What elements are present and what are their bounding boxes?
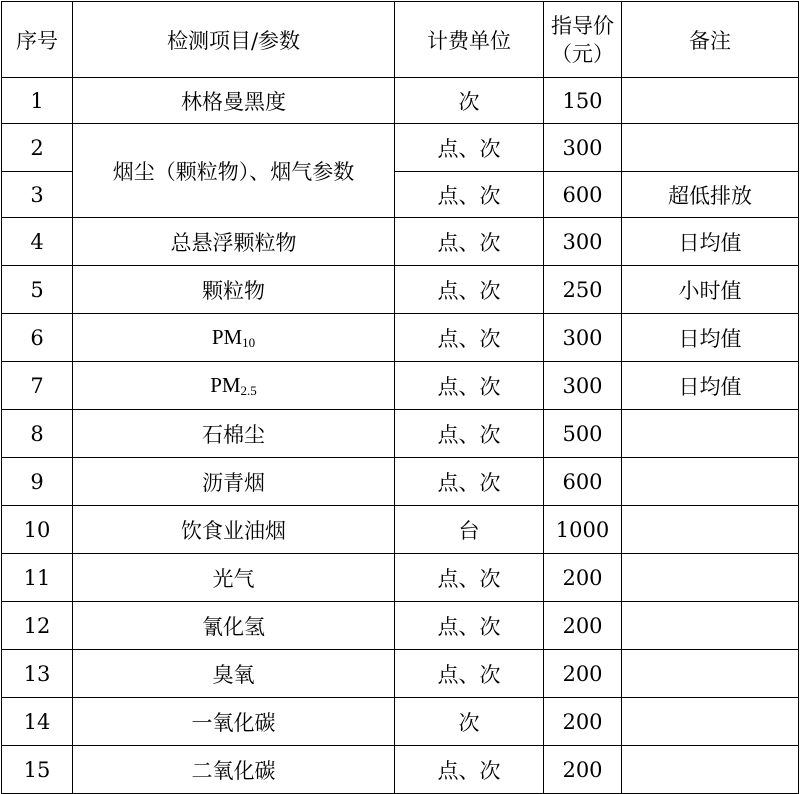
price-table xyxy=(1,1,799,794)
cell-price: 200 xyxy=(544,554,622,602)
header-row xyxy=(2,2,799,78)
cell-price: 600 xyxy=(544,172,622,218)
cell-no: 11 xyxy=(2,554,73,602)
cell-unit: 点、次 xyxy=(395,746,544,794)
cell-price: 200 xyxy=(544,698,622,746)
cell-unit: 次 xyxy=(395,78,544,124)
cell-unit: 点、次 xyxy=(395,410,544,458)
cell-unit: 点、次 xyxy=(395,650,544,698)
cell-price: 200 xyxy=(544,602,622,650)
header-price-line2: （元） xyxy=(551,41,614,66)
cell-price: 300 xyxy=(544,314,622,362)
cell-item: 光气 xyxy=(73,554,395,602)
cell-price: 300 xyxy=(544,362,622,410)
header-price-line1: 指导价 xyxy=(551,13,614,38)
header-no: 序号 xyxy=(2,2,73,78)
cell-note xyxy=(622,602,799,650)
cell-note: 小时值 xyxy=(622,266,799,314)
cell-unit: 点、次 xyxy=(395,314,544,362)
cell-price: 200 xyxy=(544,746,622,794)
cell-item: 臭氧 xyxy=(73,650,395,698)
cell-note xyxy=(622,78,799,124)
cell-no: 8 xyxy=(2,410,73,458)
table-row xyxy=(2,78,799,124)
cell-unit: 点、次 xyxy=(395,266,544,314)
cell-unit: 点、次 xyxy=(395,458,544,506)
item-pm-label: PM xyxy=(211,325,243,349)
cell-unit: 次 xyxy=(395,698,544,746)
cell-item: 沥青烟 xyxy=(73,458,395,506)
cell-note: 超低排放 xyxy=(622,172,799,218)
cell-unit: 点、次 xyxy=(395,218,544,266)
cell-note: 日均值 xyxy=(622,314,799,362)
header-note: 备注 xyxy=(622,2,799,78)
cell-note xyxy=(622,458,799,506)
cell-no: 6 xyxy=(2,314,73,362)
cell-price: 1000 xyxy=(544,506,622,554)
table-row xyxy=(2,218,799,266)
cell-price: 150 xyxy=(544,78,622,124)
cell-note xyxy=(622,124,799,172)
cell-no: 13 xyxy=(2,650,73,698)
cell-price: 300 xyxy=(544,218,622,266)
cell-note: 日均值 xyxy=(622,362,799,410)
cell-item: 饮食业油烟 xyxy=(73,506,395,554)
table-row xyxy=(2,314,799,362)
table-row xyxy=(2,650,799,698)
item-pm-subscript: 10 xyxy=(242,335,256,350)
table-row xyxy=(2,602,799,650)
cell-item xyxy=(73,362,395,410)
cell-no: 14 xyxy=(2,698,73,746)
cell-item: 总悬浮颗粒物 xyxy=(73,218,395,266)
cell-no: 10 xyxy=(2,506,73,554)
cell-note xyxy=(622,506,799,554)
cell-price: 600 xyxy=(544,458,622,506)
table-row xyxy=(2,124,799,172)
cell-no: 9 xyxy=(2,458,73,506)
cell-no: 12 xyxy=(2,602,73,650)
header-item: 检测项目/参数 xyxy=(73,2,395,78)
cell-no: 2 xyxy=(2,124,73,172)
cell-note xyxy=(622,650,799,698)
cell-item: 一氧化碳 xyxy=(73,698,395,746)
cell-item: 氰化氢 xyxy=(73,602,395,650)
cell-note xyxy=(622,698,799,746)
cell-note: 日均值 xyxy=(622,218,799,266)
table-row xyxy=(2,410,799,458)
cell-unit: 台 xyxy=(395,506,544,554)
table-row xyxy=(2,746,799,794)
cell-no: 3 xyxy=(2,172,73,218)
cell-item-merged: 烟尘（颗粒物）、烟气参数 xyxy=(73,124,395,218)
cell-unit: 点、次 xyxy=(395,362,544,410)
header-price xyxy=(544,2,622,78)
cell-note xyxy=(622,554,799,602)
cell-no: 15 xyxy=(2,746,73,794)
cell-price: 300 xyxy=(544,124,622,172)
cell-item: 林格曼黑度 xyxy=(73,78,395,124)
cell-unit: 点、次 xyxy=(395,124,544,172)
cell-note xyxy=(622,410,799,458)
table-row xyxy=(2,506,799,554)
item-pm-label: PM xyxy=(210,373,241,397)
cell-no: 1 xyxy=(2,78,73,124)
cell-unit: 点、次 xyxy=(395,602,544,650)
cell-item: 二氧化碳 xyxy=(73,746,395,794)
table-row xyxy=(2,458,799,506)
cell-note xyxy=(622,746,799,794)
cell-item xyxy=(73,314,395,362)
cell-item: 颗粒物 xyxy=(73,266,395,314)
cell-no: 4 xyxy=(2,218,73,266)
table-row xyxy=(2,554,799,602)
cell-no: 7 xyxy=(2,362,73,410)
cell-price: 200 xyxy=(544,650,622,698)
table-row xyxy=(2,266,799,314)
table-row xyxy=(2,362,799,410)
cell-price: 250 xyxy=(544,266,622,314)
cell-unit: 点、次 xyxy=(395,554,544,602)
cell-no: 5 xyxy=(2,266,73,314)
header-unit: 计费单位 xyxy=(395,2,544,78)
cell-price: 500 xyxy=(544,410,622,458)
table-row xyxy=(2,698,799,746)
cell-unit: 点、次 xyxy=(395,172,544,218)
item-pm-subscript: 2.5 xyxy=(240,383,257,398)
cell-item: 石棉尘 xyxy=(73,410,395,458)
